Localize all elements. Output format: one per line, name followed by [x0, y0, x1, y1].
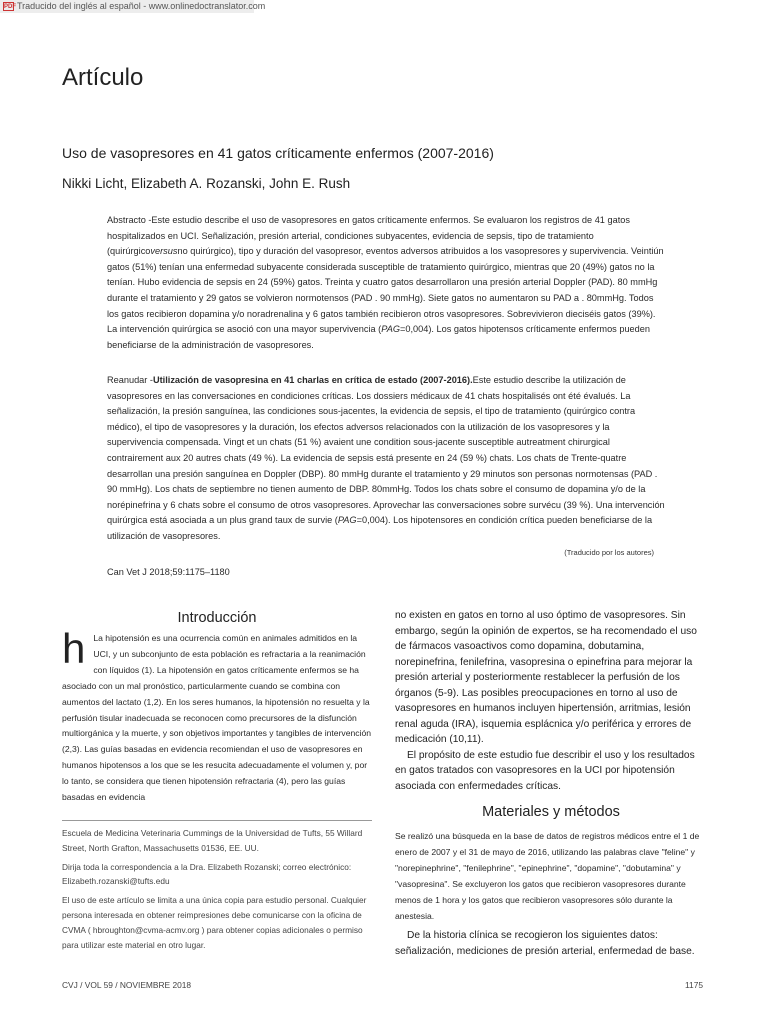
translated-note: (Traducido por los autores)	[564, 548, 654, 557]
translation-banner[interactable]	[0, 0, 266, 13]
methods-heading: Materiales y métodos	[482, 804, 620, 820]
translation-banner-text[interactable]: Traducido del inglés al español - www.onlinedoctranslator.com	[17, 1, 266, 11]
methods-body	[395, 829, 707, 959]
abstract-lead: Abstracto -	[107, 215, 152, 225]
abstract-text-2: no quirúrgico), tipo y duración del vasopresor, eventos adversos atribuidos a los vasopresores y supervivencia. Veintiún gatos (51%) tenían una enfermedad subyacente considerada susceptible de tratamiento quirúrgico, mientras que 20 (49%) gatos no la tenían. Hubo evidencia de sepsis en 24 (59%) gatos. Treinta y cuatro gatos desarrollaron una presión arterial Doppler (PAD). 80 mmHg durante el tratamiento y 29 gatos se volvieron normotensos (PAD . 90 mmHg). Siete gatos no aumentaron su PAD a . 80mmHg. Todos los gatos recibieron dopamina y/o noradrenalina y 6 gatos también recibieron otros vasopresores. Sobrevivieron dieciséis gatos (39%). La intervención quirúrgica se asoció con una mayor supervivencia (	[107, 246, 664, 335]
footnotes	[62, 826, 372, 956]
footnote-copyright: El uso de este artículo se limita a una única copia para estudio personal. Cualquier persona interesada en obtener reimpresiones debe comunicarse con la oficina de CVMA ( hbroughton@cvma-acmv.org ) para obtener copias adicionales o permiso para utilizar este material en otro lugar.	[62, 895, 367, 950]
resume-text-2: =0,004). Los hipotensores en condición crítica pueden beneficiarse de la utilización de vasopresores.	[107, 515, 653, 541]
citation: Can Vet J 2018;59:1175–1180	[107, 567, 230, 577]
abstract-text-1: Este estudio describe el uso de vasopresores en gatos críticamente enfermos. Se evaluaron los registros de 41 gatos hospitalizados en UCI. Señalización, presión arterial, condiciones subyacentes, evidencia de sepsis, tipo de tratamiento (quirúrgico	[107, 215, 630, 257]
right-paragraph-2: El propósito de este estudio fue describir el uso y los resultados en gatos tratados con vasopresores en la UCI por hipotensión asociada con enfermedades críticas.	[395, 749, 695, 792]
footnote-divider	[62, 820, 372, 821]
methods-paragraph-2: De la historia clínica se recogieron los siguientes datos: señalización, mediciones de presión arterial, enfermedad de base.	[395, 930, 695, 957]
right-column-body	[395, 608, 707, 794]
methods-paragraph-1: Se realizó una búsqueda en la base de datos de registros médicos entre el 1 de enero de 2007 y el 31 de mayo de 2016, utilizando las palabras clave "feline" y "norepinephrine", "fenilephrine", "epinephrine", "dopamine", "dobutamina" y "vasopresina". Se excluyeron los gatos que recibieron vasopresores durante menos de 1 hora y los gatos que recibieron vasopresores sólo durante la anestesia.	[395, 831, 700, 921]
introduction-text: La hipotensión es una ocurrencia común en animales admitidos en la UCI, y un subconjunto de esta población es refractaria a la reanimación con líquidos (1). La hipotensión en gatos críticamente enfermos se ha asociado con un mal pronóstico, particularmente cuando se combina con aumentos del lactato (1,2). En los seres humanos, la hipotensión no resuelta y la perfusión tisular inadecuada se reconocen como precursores de la disfunción multiorgánica y la muerte, y son objetivos importantes y tangibles de intervención (2,3). Las guías basadas en evidencia recomiendan el uso de vasopresores en humanos hipotensos a los que se les resucita adecuadamente el volumen y, por lo tanto, se considera que tienen hipotensión refractaria (4), pero las guías basadas en evidencia	[62, 633, 372, 803]
pdf-icon: PDF	[4, 4, 16, 10]
footnote-correspondence: Dirija toda la correspondencia a la Dra. Elizabeth Rozanski; correo electrónico: Elizabeth.rozanski@tufts.edu	[62, 861, 352, 887]
abstract-text-3: =0,004). Los gatos hipotensos críticamente enfermos pueden beneficiarse de la administración de vasopresores.	[107, 324, 650, 350]
article-title: Uso de vasopresores en 41 gatos críticamente enfermos (2007-2016)	[62, 145, 494, 161]
page-number: 1175	[685, 980, 704, 990]
introduction-body	[62, 625, 372, 806]
abstract-english	[107, 213, 667, 353]
drop-cap: h	[62, 625, 86, 672]
resume-text-1: Este estudio describe la utilización de vasopresores en las conversaciones en condiciones críticas. Los dossiers médicaux de 41 chats hospitalisés ont été évalués. La señalización, la presión sanguínea, las condiciones sous-jacentes, la evidencia de sepsis, el tipo de tratamiento (quirúrgico contra médico), el tipo de vasopresores y la duración, los efectos adversos relacionados con la utilización de los vasopresores y la supervivencia compensada. Vingt et un chats (51 %) avaient une condition sous-jacente susceptible autreatment chirurgical contrairement aux 20 autres chats (49 %). La evidencia de sepsis está presente en 24 (59 %) chats. Los chats de Trente-quatre desarrollan una presión sanguínea en Doppler (DBP). 80 mmHg durante el tratamiento y 29 minutos son personas normotensas (PAD . 90 mmHg). Los chats de septiembre no tienen aumento de DBP. 80mmHg. Todos los chats sobre el consumo de dopamina y/o de la norépinefrina y 6 chats sobre el consumo de otros vasopresores. Aprovechar las conversaciones sobre survécu (39 %). Una intervención quirúrgica está asociada a un plus grand taux de survie (	[107, 375, 665, 526]
authors: Nikki Licht, Elizabeth A. Rozanski, John E. Rush	[62, 176, 351, 191]
footnote-affiliation: Escuela de Medicina Veterinaria Cummings de la Universidad de Tufts, 55 Willard Street, North Grafton, Massachusetts 01536, EE. UU.	[62, 828, 363, 853]
resume-pag: PAG	[337, 515, 357, 526]
right-paragraph-1: no existen en gatos en torno al uso óptimo de vasopresores. Sin embargo, según la opinión de expertos, se ha recomendado el uso de fármacos vasoactivos como dopamina, dobutamina, norepinefrina, fenilefrina, vasopresina o epinefrina para mejorar la presión arterial y posteriormente restablecer la perfusión de los órganos (5-9). Las posibles preocupaciones en torno al uso de vasopresores en humanos incluyen hipertensión, arritmias, lesión renal aguda (IRA), isquemia esplácnica y/o periférica y errores de medicación (10,11).	[395, 610, 697, 745]
abstract-versus: versus	[150, 246, 178, 257]
abstract-french	[107, 373, 667, 545]
footer-journal: CVJ / VOL 59 / NOVIEMBRE 2018	[62, 980, 192, 990]
introduction-heading: Introducción	[177, 610, 257, 626]
section-label: Artículo	[62, 64, 144, 91]
abstract-pag: PAG	[381, 324, 400, 335]
resume-title: Utilización de vasopresina en 41 charlas en crítica de estado (2007-2016).	[152, 375, 473, 385]
resume-lead: Reanudar -	[107, 375, 153, 385]
